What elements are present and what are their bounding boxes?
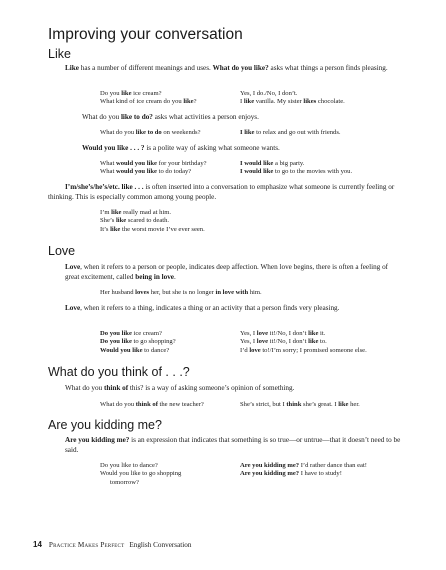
kidding-paragraph-1: Are you kidding me? is an expression that indicates that something is so true—or untrue—that it doesn’t need to be said. xyxy=(65,436,401,454)
like-example-1-answers xyxy=(240,90,345,107)
page-number: 14 xyxy=(33,540,42,549)
example-line: I like vanilla. My sister likes chocolate. xyxy=(240,98,345,106)
like-paragraph-2: What do you like to do? asks what activities a person enjoys. xyxy=(82,113,259,121)
section-heading-like: Like xyxy=(48,47,71,61)
section-heading-think-of: What do you think of . . .? xyxy=(48,365,190,379)
love-example-1 xyxy=(100,289,262,297)
example-line: What do you like to do on weekends? xyxy=(100,129,201,136)
like-paragraph-4: I’m/she’s/he’s/etc. like . . . is often inserted into a conversation to emphasize what someone is currently feeling or thinking. This is especially common among young people. xyxy=(48,183,395,201)
example-line: I would like to go to the movies with you. xyxy=(240,168,353,176)
think-example-question xyxy=(100,401,204,409)
love-paragraph-2: Love, when it refers to a thing, indicates a thing or an activity that a person finds very pleasing. xyxy=(65,304,340,312)
like-example-1-questions xyxy=(100,90,197,107)
example-line: Yes, I love it!/No, I don’t like to. xyxy=(240,338,327,346)
example-line: Yes, I do./No, I don’t. xyxy=(240,90,298,97)
example-line: Would you like to go shopping xyxy=(100,470,182,478)
like-example-3-questions xyxy=(100,160,207,177)
example-line: Are you kidding me? I’d rather dance than eat! xyxy=(240,462,367,469)
example-line: What would you like for your birthday? xyxy=(100,160,207,167)
example-line: Her husband loves her, but she is no longer in love with him. xyxy=(100,289,262,296)
example-line: Would you like to dance? xyxy=(100,346,170,354)
example-line: I like to relax and go out with friends. xyxy=(240,129,341,136)
example-line: Are you kidding me? I have to study! xyxy=(240,470,342,478)
like-example-3-answers xyxy=(240,160,352,177)
example-line: What do you think of the new teacher? xyxy=(100,401,204,408)
example-line: Do you like ice cream? xyxy=(100,90,162,97)
like-example-2-question xyxy=(100,129,201,137)
example-line: It’s like the worst movie I’ve ever seen. xyxy=(100,225,205,233)
example-line: She’s like scared to death. xyxy=(100,217,170,225)
example-line: She’s strict, but I think she’s great. I like her. xyxy=(240,401,360,408)
series-name: Practice Makes Perfect xyxy=(48,541,125,549)
example-line: Do you like to go shopping? xyxy=(100,338,176,346)
example-line: Do you like to dance? xyxy=(100,462,158,469)
example-line: What would you like to do today? xyxy=(100,168,192,176)
like-example-4 xyxy=(100,209,205,234)
kidding-example-answers xyxy=(240,462,367,479)
kidding-example-questions xyxy=(100,462,181,487)
book-title: English Conversation xyxy=(129,541,192,549)
page-footer xyxy=(33,540,191,550)
example-line: What kind of ice cream do you like? xyxy=(100,98,197,106)
love-example-2-answers xyxy=(240,330,367,355)
love-paragraph-1: Love, when it refers to a person or people, indicates deep affection. When love begins, there is often a feeling of great excitement, called being in love. xyxy=(65,263,389,281)
example-line: tomorrow? xyxy=(110,478,139,486)
page-title: Improving your conversation xyxy=(48,26,243,43)
section-heading-kidding: Are you kidding me? xyxy=(48,418,162,432)
section-heading-love: Love xyxy=(48,244,76,258)
example-line: I’m like really mad at him. xyxy=(100,209,172,216)
example-line: Do you like ice cream? xyxy=(100,330,162,337)
example-line: I’d love to!/I’m sorry; I promised someone else. xyxy=(240,346,367,354)
like-paragraph-3: Would you like . . . ? is a polite way of asking what someone wants. xyxy=(82,144,280,152)
think-paragraph-1: What do you think of this? is a way of asking someone’s opinion of something. xyxy=(65,384,295,392)
like-example-2-answer xyxy=(240,129,341,137)
love-example-2-questions xyxy=(100,330,176,355)
like-paragraph-1: Like has a number of different meanings and uses. What do you like? asks what things a person finds pleasing. xyxy=(65,64,388,72)
example-line: I would like a big party. xyxy=(240,160,305,167)
think-example-answer xyxy=(240,401,360,409)
example-line: Yes, I love it!/No, I don’t like it. xyxy=(240,330,326,337)
